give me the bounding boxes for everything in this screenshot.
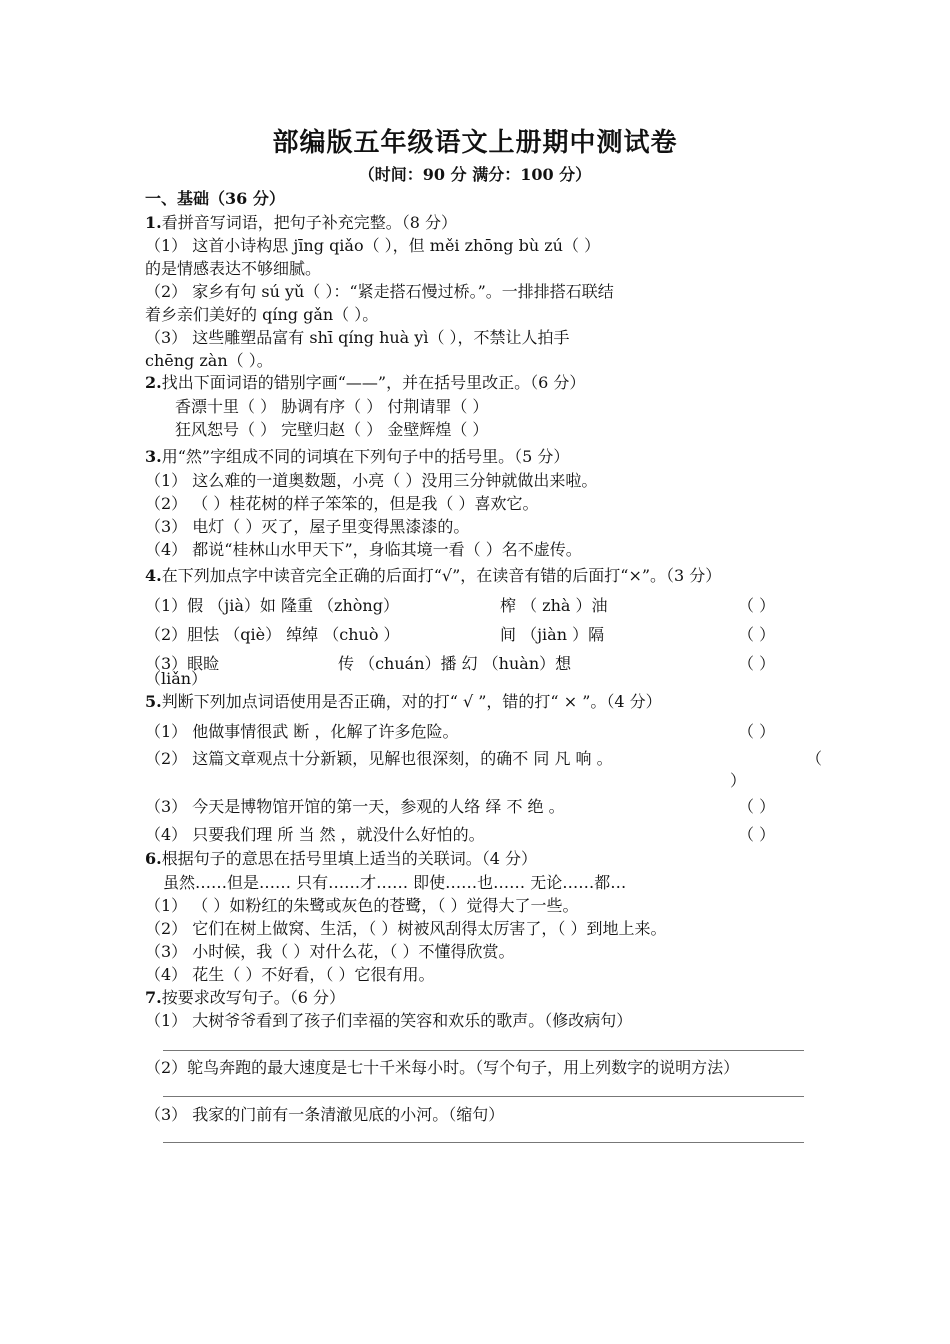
question-6-heading [145, 846, 537, 869]
question-3-heading [145, 444, 569, 467]
q4-row-1-left: （1）假 （jià）如 隆重 （zhòng） [145, 596, 399, 615]
answer-paren: （ ） [738, 596, 776, 615]
question-text: 判断下列加点词语使用是否正确，对的打“ √ ”，错的打“ × ”。（4 分） [161, 692, 662, 711]
question-1-heading [145, 210, 457, 233]
q1-line-3: （2） 家乡有句 sú yǔ（ ）：“紧走搭石慢过桥。”。一排排搭石联结 [145, 282, 614, 301]
answer-paren-open: （ [806, 749, 823, 768]
question-text: 按要求改写句子。（6 分） [161, 988, 345, 1007]
question-number: 3. [145, 447, 162, 466]
q5-line-3: （3） 今天是博物馆开馆的第一天，参观的人络 绎 不 绝 。 [145, 797, 565, 816]
question-number: 4. [145, 566, 162, 585]
q4-row-3-right: 传 （chuán）播 幻 （huàn）想 [338, 654, 572, 673]
q6-line-1: （1） （ ）如粉红的朱鹭或灰色的苍鹭，（ ）觉得大了一些。 [145, 896, 579, 915]
q5-line-1: （1） 他做事情很武 断 ，化解了许多危险。 [145, 722, 459, 741]
question-number: 1. [145, 213, 162, 232]
q2-line-1: 香漂十里（ ） 胁调有序（ ） 付荆请罪（ ） [175, 397, 489, 416]
q5-line-2: （2） 这篇文章观点十分新颖，见解也很深刻，的确不 同 凡 响 。 [145, 749, 613, 768]
q1-line-4: 着乡亲们美好的 qíng gǎn（ ）。 [145, 305, 379, 324]
q3-line-3: （3） 电灯（ ）灭了，屋子里变得黑漆漆的。 [145, 517, 470, 536]
q4-row-3-pinyin: （liǎn） [145, 669, 208, 688]
q6-line-4: （4） 花生（ ）不好看，（ ）它很有用。 [145, 965, 435, 984]
answer-paren: （ ） [738, 825, 776, 844]
q1-line-1: （1） 这首小诗构思 jīng qiǎo（ ），但 měi zhōng bù zú（ ） [145, 236, 601, 255]
q1-line-6: chēng zàn（ ）。 [145, 351, 273, 370]
question-number: 6. [145, 849, 162, 868]
q3-line-4: （4） 都说“桂林山水甲天下”，身临其境一看（ ）名不虚传。 [145, 540, 582, 559]
answer-line[interactable] [163, 1096, 804, 1097]
question-text: 找出下面词语的错别字画“——”，并在括号里改正。（6 分） [161, 373, 586, 392]
q7-line-3: （3） 我家的门前有一条清澈见底的小河。（缩句） [145, 1105, 505, 1124]
q1-line-2: 的是情感表达不够细腻。 [145, 259, 322, 278]
question-text: 看拼音写词语，把句子补充完整。（8 分） [161, 213, 457, 232]
q1-line-5: （3） 这些雕塑品富有 shī qíng huà yì（ ），不禁让人拍手 [145, 328, 570, 347]
answer-line[interactable] [163, 1050, 804, 1051]
question-number: 7. [145, 988, 162, 1007]
question-7-heading [145, 985, 345, 1008]
page-title: 部编版五年级语文上册期中测试卷 [272, 128, 678, 158]
question-text: 在下列加点字中读音完全正确的后面打“√”，在读音有错的后面打“×”。（3 分） [161, 566, 722, 585]
q4-row-3-left: （3）眼睑 [145, 654, 220, 673]
answer-line[interactable] [163, 1142, 804, 1143]
q6-line-2: （2） 它们在树上做窝、生活，（ ）树被风刮得太厉害了，（ ）到地上来。 [145, 919, 667, 938]
question-5-heading [145, 689, 662, 712]
q7-line-2: （2）鸵鸟奔跑的最大速度是七十千米每小时。（写个句子，用上列数字的说明方法） [145, 1058, 740, 1077]
answer-paren: （ ） [738, 797, 776, 816]
answer-paren: （ ） [738, 654, 776, 673]
answer-paren: （ ） [738, 625, 776, 644]
q7-line-1: （1） 大树爷爷看到了孩子们幸福的笑容和欢乐的歌声。（修改病句） [145, 1011, 633, 1030]
answer-paren: （ ） [738, 722, 776, 741]
q2-line-2: 狂风恕号（ ） 完壁归赵（ ） 金壁辉煌（ ） [175, 420, 489, 439]
section-heading: 一、基础（36 分） [145, 189, 285, 208]
q3-line-2: （2） （ ）桂花树的样子笨笨的，但是我（ ）喜欢它。 [145, 494, 539, 513]
q4-row-1-right: 榨 （ zhà ）油 [500, 596, 608, 615]
question-2-heading [145, 370, 585, 393]
exam-info: （时间：90 分 满分：100 分） [358, 165, 592, 184]
question-text: 根据句子的意思在括号里填上适当的关联词。（4 分） [161, 849, 537, 868]
question-number: 5. [145, 692, 162, 711]
q6-word-bank: 虽然……但是…… 只有……才…… 即使……也…… 无论……都… [163, 873, 627, 892]
question-number: 2. [145, 373, 162, 392]
q5-line-4: （4） 只要我们理 所 当 然 ，就没什么好怕的。 [145, 825, 485, 844]
q3-line-1: （1） 这么难的一道奥数题，小亮（ ）没用三分钟就做出来啦。 [145, 471, 598, 490]
q4-row-2-right: 间 （jiàn ）隔 [500, 625, 605, 644]
q4-row-2-left: （2）胆怯 （qiè） 绰绰 （chuò ） [145, 625, 400, 644]
question-4-heading [145, 563, 721, 586]
question-text: 用“然”字组成不同的词填在下列句子中的括号里。（5 分） [161, 447, 570, 466]
q6-line-3: （3） 小时候，我（ ）对什么花，（ ）不懂得欣赏。 [145, 942, 515, 961]
answer-paren-close: ） [730, 771, 747, 790]
